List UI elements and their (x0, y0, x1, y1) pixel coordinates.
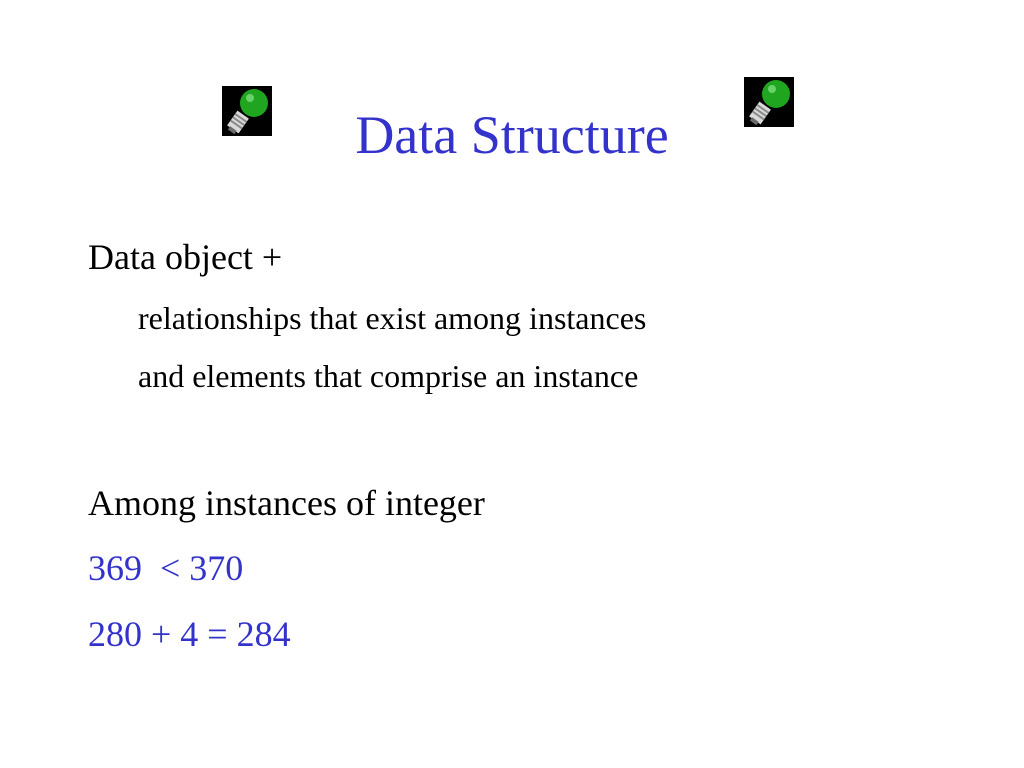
slide-title: Data Structure (355, 105, 669, 165)
example-addition: 280 + 4 = 284 (88, 614, 291, 654)
lightbulb-icon (744, 77, 794, 127)
body-subline-elements: and elements that comprise an instance (138, 358, 639, 394)
example-comparison: 369 < 370 (88, 548, 244, 588)
body-subline-relationships: relationships that exist among instances (138, 300, 647, 336)
body-line-data-object: Data object + (88, 237, 283, 277)
body-line-integer-instances: Among instances of integer (88, 483, 485, 523)
